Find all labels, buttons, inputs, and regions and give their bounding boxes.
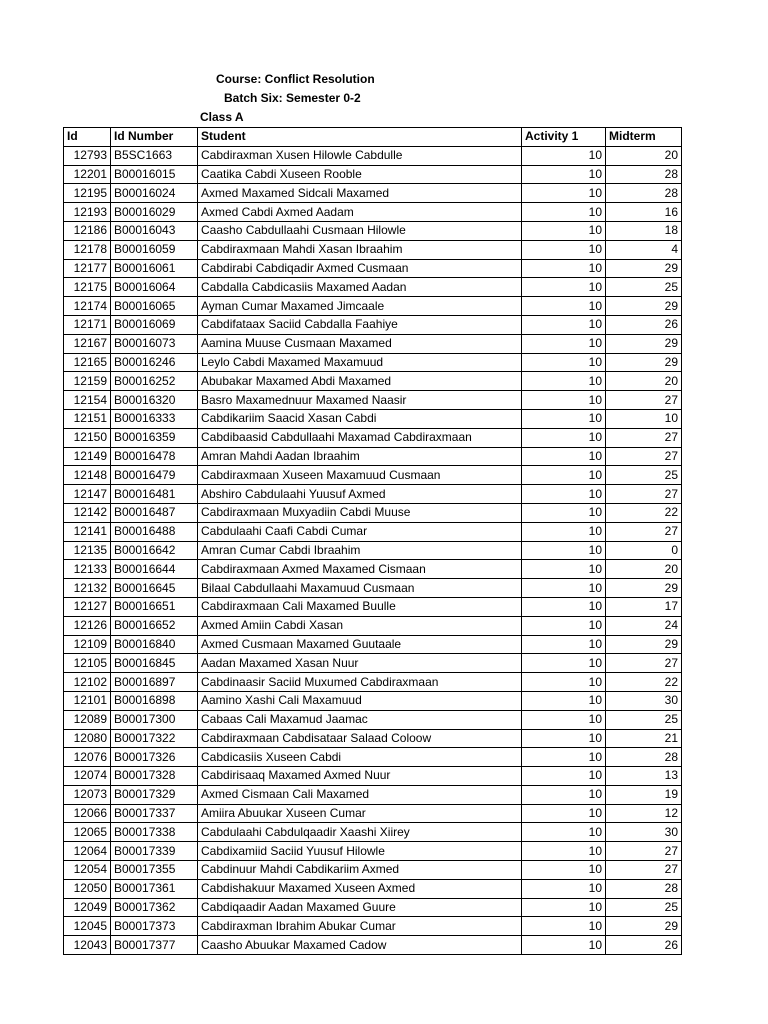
cell-id: 12174 [64,297,111,316]
cell-student: Cabdiraxmaan Xuseen Maxamuud Cusmaan [198,466,522,485]
cell-student: Amran Cumar Cabdi Ibraahim [198,541,522,560]
table-row [64,785,682,804]
cell-midterm: 12 [606,804,682,823]
table-row [64,184,682,203]
cell-midterm: 13 [606,767,682,786]
cell-id-number: B00017373 [111,917,198,936]
cell-activity-1: 10 [522,485,606,504]
cell-midterm: 26 [606,936,682,955]
cell-id-number: B00016488 [111,522,198,541]
cell-midterm: 28 [606,184,682,203]
cell-id-number: B00017339 [111,842,198,861]
cell-activity-1: 10 [522,710,606,729]
cell-activity-1: 10 [522,616,606,635]
cell-student: Cabdulaahi Caafi Cabdi Cumar [198,522,522,541]
cell-id: 12045 [64,917,111,936]
table-row [64,917,682,936]
cell-student: Cabdiraxmaan Cali Maxamed Buulle [198,597,522,616]
cell-id-number: B00016845 [111,654,198,673]
cell-activity-1: 10 [522,372,606,391]
course-title: Course: Conflict Resolution [216,72,375,86]
cell-id-number: B00016652 [111,616,198,635]
table-row [64,259,682,278]
cell-id-number: B00016359 [111,428,198,447]
cell-id: 12132 [64,579,111,598]
cell-id: 12175 [64,278,111,297]
cell-id: 12148 [64,466,111,485]
cell-student: Cabdicasiis Xuseen Cabdi [198,748,522,767]
cell-midterm: 29 [606,334,682,353]
cell-activity-1: 10 [522,315,606,334]
cell-id-number: B00016651 [111,597,198,616]
cell-id-number: B00016487 [111,503,198,522]
cell-midterm: 29 [606,579,682,598]
cell-student: Axmed Amiin Cabdi Xasan [198,616,522,635]
column-header-activity-1: Activity 1 [522,128,606,147]
cell-id-number: B00016840 [111,635,198,654]
cell-id-number: B00016644 [111,560,198,579]
table-row [64,748,682,767]
cell-id: 12089 [64,710,111,729]
cell-activity-1: 10 [522,898,606,917]
column-header-student: Student [198,128,522,147]
table-row [64,898,682,917]
table-row [64,428,682,447]
cell-id: 12102 [64,673,111,692]
cell-id: 12133 [64,560,111,579]
cell-activity-1: 10 [522,560,606,579]
table-row [64,278,682,297]
cell-student: Cabdiraxman Xusen Hilowle Cabdulle [198,146,522,165]
cell-activity-1: 10 [522,447,606,466]
table-row [64,767,682,786]
cell-id: 12073 [64,785,111,804]
table-row [64,879,682,898]
cell-midterm: 22 [606,503,682,522]
cell-midterm: 29 [606,917,682,936]
cell-student: Aadan Maxamed Xasan Nuur [198,654,522,673]
cell-student: Cabdirabi Cabdiqadir Axmed Cusmaan [198,259,522,278]
table-row [64,146,682,165]
cell-id-number: B00017328 [111,767,198,786]
cell-id-number: B00016479 [111,466,198,485]
cell-id: 12142 [64,503,111,522]
table-row [64,541,682,560]
table-row [64,165,682,184]
cell-id: 12165 [64,353,111,372]
cell-midterm: 27 [606,522,682,541]
cell-id: 12076 [64,748,111,767]
cell-id-number: B00017329 [111,785,198,804]
cell-midterm: 29 [606,259,682,278]
table-row [64,579,682,598]
table-row [64,522,682,541]
cell-activity-1: 10 [522,767,606,786]
table-row [64,729,682,748]
cell-id: 12105 [64,654,111,673]
cell-id-number: B00016642 [111,541,198,560]
table-row [64,823,682,842]
cell-student: Axmed Cabdi Axmed Aadam [198,203,522,222]
cell-activity-1: 10 [522,673,606,692]
table-row [64,221,682,240]
column-header-midterm: Midterm [606,128,682,147]
cell-id-number: B00016481 [111,485,198,504]
cell-student: Ayman Cumar Maxamed Jimcaale [198,297,522,316]
cell-activity-1: 10 [522,861,606,880]
cell-student: Aamina Muuse Cusmaan Maxamed [198,334,522,353]
cell-midterm: 20 [606,146,682,165]
cell-id-number: B00017300 [111,710,198,729]
cell-student: Cabdixamiid Saciid Yuusuf Hilowle [198,842,522,861]
cell-activity-1: 10 [522,597,606,616]
cell-student: Cabdiraxmaan Mahdi Xasan Ibraahim [198,240,522,259]
cell-midterm: 26 [606,315,682,334]
cell-id-number: B00016015 [111,165,198,184]
cell-midterm: 16 [606,203,682,222]
table-row [64,842,682,861]
cell-student: Cabdifataax Saciid Cabdalla Faahiye [198,315,522,334]
cell-id: 12141 [64,522,111,541]
cell-midterm: 22 [606,673,682,692]
cell-midterm: 27 [606,485,682,504]
cell-activity-1: 10 [522,691,606,710]
cell-id: 12171 [64,315,111,334]
table-row [64,560,682,579]
cell-activity-1: 10 [522,221,606,240]
cell-activity-1: 10 [522,785,606,804]
column-header-id: Id [64,128,111,147]
cell-activity-1: 10 [522,353,606,372]
cell-id: 12149 [64,447,111,466]
cell-id-number: B00016320 [111,391,198,410]
cell-id: 12074 [64,767,111,786]
cell-id: 12167 [64,334,111,353]
cell-activity-1: 10 [522,297,606,316]
cell-student: Amiira Abuukar Xuseen Cumar [198,804,522,823]
cell-activity-1: 10 [522,579,606,598]
cell-id-number: B00016059 [111,240,198,259]
cell-activity-1: 10 [522,635,606,654]
class-name: Class A [200,110,244,124]
table-row [64,466,682,485]
table-row [64,391,682,410]
cell-activity-1: 10 [522,936,606,955]
cell-id: 12049 [64,898,111,917]
cell-activity-1: 10 [522,466,606,485]
cell-id-number: B00016897 [111,673,198,692]
cell-activity-1: 10 [522,334,606,353]
cell-midterm: 25 [606,898,682,917]
cell-midterm: 18 [606,221,682,240]
table-row [64,635,682,654]
cell-id-number: B00016478 [111,447,198,466]
cell-activity-1: 10 [522,879,606,898]
cell-activity-1: 10 [522,391,606,410]
table-row [64,353,682,372]
cell-id: 12178 [64,240,111,259]
cell-activity-1: 10 [522,917,606,936]
cell-id: 12043 [64,936,111,955]
cell-id: 12151 [64,409,111,428]
cell-id: 12050 [64,879,111,898]
table-body [64,146,682,954]
cell-id-number: B00017337 [111,804,198,823]
table-row [64,334,682,353]
cell-id-number: B00016645 [111,579,198,598]
cell-student: Cabdulaahi Cabdulqaadir Xaashi Xiirey [198,823,522,842]
cell-id-number: B00016065 [111,297,198,316]
cell-id-number: B00016043 [111,221,198,240]
cell-id: 12101 [64,691,111,710]
table-row [64,503,682,522]
table-row [64,673,682,692]
cell-student: Cabdibaasid Cabdullaahi Maxamad Cabdiraxmaan [198,428,522,447]
cell-id: 12201 [64,165,111,184]
cell-student: Amran Mahdi Aadan Ibraahim [198,447,522,466]
cell-midterm: 29 [606,353,682,372]
cell-student: Axmed Cusmaan Maxamed Guutaale [198,635,522,654]
cell-midterm: 4 [606,240,682,259]
cell-id-number: B00017338 [111,823,198,842]
cell-activity-1: 10 [522,428,606,447]
cell-midterm: 25 [606,466,682,485]
table-row [64,485,682,504]
cell-midterm: 25 [606,278,682,297]
cell-activity-1: 10 [522,240,606,259]
cell-student: Cabdiraxmaan Muxyadiin Cabdi Muuse [198,503,522,522]
table-row [64,372,682,391]
cell-midterm: 21 [606,729,682,748]
cell-student: Basro Maxamednuur Maxamed Naasir [198,391,522,410]
cell-midterm: 30 [606,823,682,842]
cell-midterm: 29 [606,297,682,316]
cell-id: 12177 [64,259,111,278]
cell-id: 12080 [64,729,111,748]
cell-id: 12127 [64,597,111,616]
cell-id-number: B00017362 [111,898,198,917]
cell-midterm: 30 [606,691,682,710]
batch-semester: Batch Six: Semester 0-2 [224,91,361,105]
cell-id: 12150 [64,428,111,447]
table-row [64,710,682,729]
cell-id-number: B00016061 [111,259,198,278]
cell-activity-1: 10 [522,804,606,823]
cell-activity-1: 10 [522,823,606,842]
cell-student: Abshiro Cabdulaahi Yuusuf Axmed [198,485,522,504]
cell-midterm: 20 [606,372,682,391]
cell-midterm: 29 [606,635,682,654]
cell-student: Cabdinuur Mahdi Cabdikariim Axmed [198,861,522,880]
cell-student: Cabdishakuur Maxamed Xuseen Axmed [198,879,522,898]
cell-id-number: B00017322 [111,729,198,748]
cell-activity-1: 10 [522,184,606,203]
cell-student: Axmed Cismaan Cali Maxamed [198,785,522,804]
cell-id: 12065 [64,823,111,842]
table-row [64,936,682,955]
cell-student: Abubakar Maxamed Abdi Maxamed [198,372,522,391]
cell-id-number: B00017355 [111,861,198,880]
cell-midterm: 17 [606,597,682,616]
cell-student: Aamino Xashi Cali Maxamuud [198,691,522,710]
cell-id: 12186 [64,221,111,240]
cell-id: 12109 [64,635,111,654]
cell-id: 12154 [64,391,111,410]
cell-midterm: 28 [606,748,682,767]
cell-id-number: B00017326 [111,748,198,767]
table-row [64,203,682,222]
cell-id: 12064 [64,842,111,861]
cell-id-number: B00016064 [111,278,198,297]
cell-student: Caatika Cabdi Xuseen Rooble [198,165,522,184]
table-row [64,804,682,823]
cell-activity-1: 10 [522,259,606,278]
cell-id-number: B00017361 [111,879,198,898]
cell-activity-1: 10 [522,165,606,184]
cell-activity-1: 10 [522,146,606,165]
cell-id: 12147 [64,485,111,504]
cell-midterm: 25 [606,710,682,729]
cell-id-number: B00016252 [111,372,198,391]
cell-id: 12126 [64,616,111,635]
table-row [64,409,682,428]
cell-id: 12054 [64,861,111,880]
cell-id: 12195 [64,184,111,203]
cell-student: Cabdinaasir Saciid Muxumed Cabdiraxmaan [198,673,522,692]
table-row [64,240,682,259]
cell-activity-1: 10 [522,541,606,560]
cell-midterm: 0 [606,541,682,560]
table-row [64,447,682,466]
table-row [64,616,682,635]
document-header [199,70,529,127]
cell-id-number: B00016024 [111,184,198,203]
column-header-id-number: Id Number [111,128,198,147]
table-header-row [64,128,682,147]
cell-midterm: 24 [606,616,682,635]
cell-student: Cabaas Cali Maxamud Jaamac [198,710,522,729]
cell-id: 12159 [64,372,111,391]
cell-id-number: B00016333 [111,409,198,428]
table-row [64,691,682,710]
cell-midterm: 20 [606,560,682,579]
cell-midterm: 28 [606,879,682,898]
cell-id-number: B00016069 [111,315,198,334]
cell-student: Cabdikariim Saacid Xasan Cabdi [198,409,522,428]
cell-student: Leylo Cabdi Maxamed Maxamuud [198,353,522,372]
cell-student: Cabdiraxmaan Axmed Maxamed Cismaan [198,560,522,579]
cell-midterm: 27 [606,391,682,410]
cell-id-number: B00016898 [111,691,198,710]
table-row [64,654,682,673]
cell-student: Cabdiraxmaan Cabdisataar Salaad Coloow [198,729,522,748]
table-row [64,315,682,334]
cell-student: Cabdiqaadir Aadan Maxamed Guure [198,898,522,917]
cell-id-number: B00016246 [111,353,198,372]
cell-activity-1: 10 [522,278,606,297]
cell-student: Cabdirisaaq Maxamed Axmed Nuur [198,767,522,786]
cell-id: 12066 [64,804,111,823]
cell-id: 12135 [64,541,111,560]
cell-midterm: 10 [606,409,682,428]
cell-student: Caasho Cabdullaahi Cusmaan Hilowle [198,221,522,240]
cell-midterm: 27 [606,842,682,861]
cell-student: Cabdiraxman Ibrahim Abukar Cumar [198,917,522,936]
cell-id-number: B00017377 [111,936,198,955]
cell-midterm: 27 [606,428,682,447]
cell-midterm: 19 [606,785,682,804]
cell-midterm: 27 [606,861,682,880]
cell-student: Cabdalla Cabdicasiis Maxamed Aadan [198,278,522,297]
cell-id-number: B00016073 [111,334,198,353]
table-row [64,861,682,880]
cell-activity-1: 10 [522,203,606,222]
cell-activity-1: 10 [522,503,606,522]
table-row [64,597,682,616]
cell-activity-1: 10 [522,842,606,861]
cell-id: 12793 [64,146,111,165]
cell-student: Axmed Maxamed Sidcali Maxamed [198,184,522,203]
cell-id: 12193 [64,203,111,222]
cell-midterm: 27 [606,654,682,673]
cell-midterm: 27 [606,447,682,466]
table-row [64,297,682,316]
cell-activity-1: 10 [522,654,606,673]
cell-activity-1: 10 [522,748,606,767]
cell-activity-1: 10 [522,409,606,428]
cell-activity-1: 10 [522,522,606,541]
cell-midterm: 28 [606,165,682,184]
cell-student: Caasho Abuukar Maxamed Cadow [198,936,522,955]
cell-id-number: B00016029 [111,203,198,222]
cell-activity-1: 10 [522,729,606,748]
cell-student: Bilaal Cabdullaahi Maxamuud Cusmaan [198,579,522,598]
grades-table [63,127,682,955]
cell-id-number: B5SC1663 [111,146,198,165]
